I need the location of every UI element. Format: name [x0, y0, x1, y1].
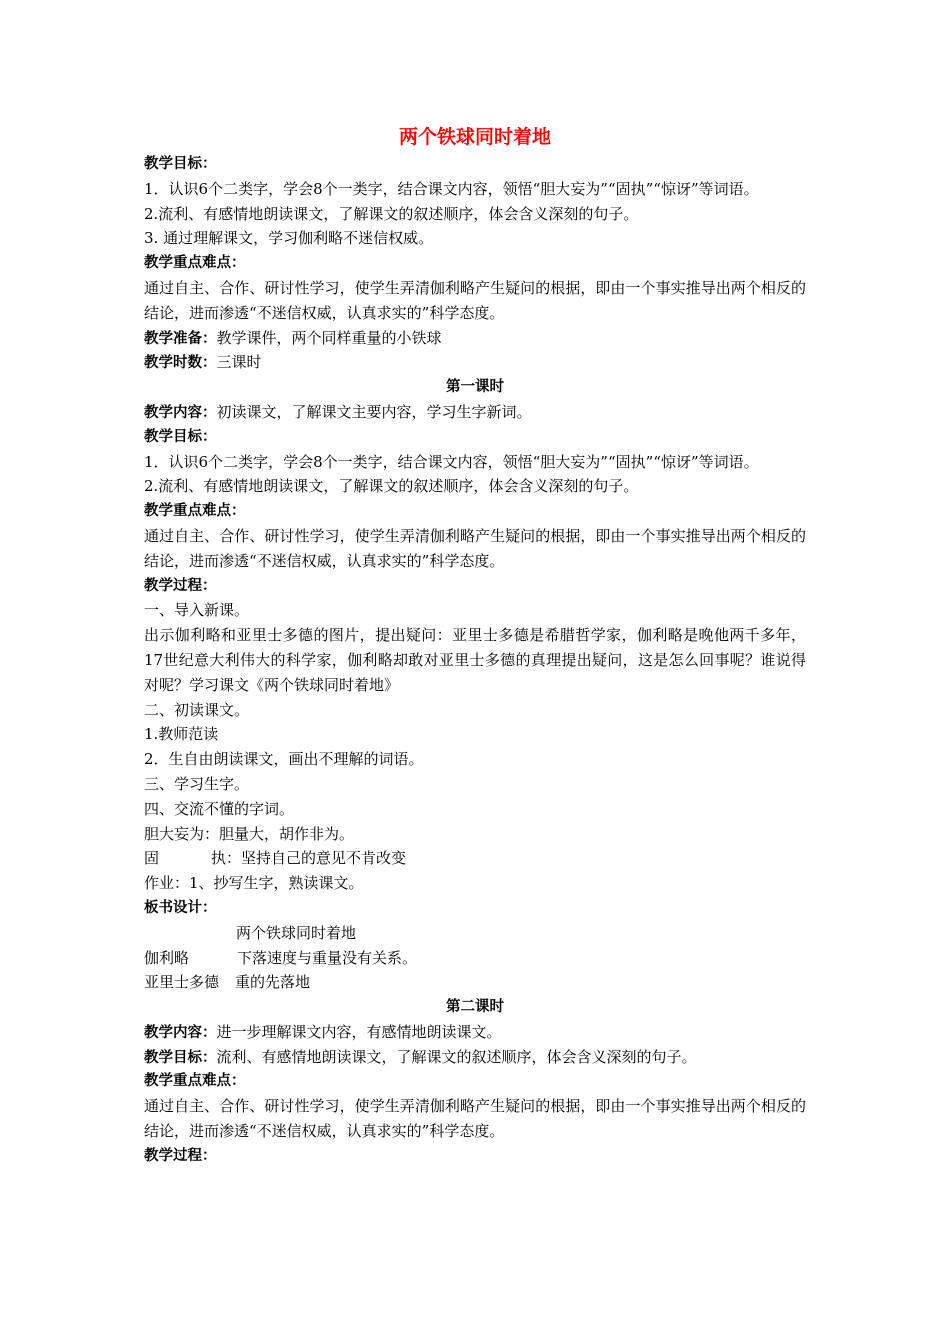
lesson1-heading: 第一课时	[446, 379, 504, 396]
lesson1-step2-a: 1.教师范读	[144, 725, 219, 744]
lesson1-goal-1: 1．认识6个二类字，学会8个一类字，结合课文内容，领悟“胆大妄为”“固执”“惊讶”等词语。	[144, 452, 759, 471]
overview-hours-text: 三课时	[216, 353, 262, 372]
lesson1-content-label: 教学内容：	[144, 404, 217, 421]
overview-goal-3: 3. 通过理解课文，学习伽利略不迷信权威。	[144, 229, 434, 248]
lesson2-content-label: 教学内容：	[144, 1024, 217, 1041]
lesson1-word2-a: 固	[144, 849, 160, 868]
lesson1-step1-text: 出示伽利略和亚里士多德的图片，提出疑问：亚里士多德是希腊哲学家，伽利略是晚他两千多年，17世纪意大利伟大的科学家，伽利略却敢对亚里士多德的真理提出疑问，这是怎么回事呢？谁说得对呢？学习课文《两个铁球同时着地》	[144, 626, 806, 694]
lesson1-process-label: 教学过程：	[144, 577, 217, 594]
board-title: 两个铁球同时着地	[236, 923, 357, 942]
lesson1-key-points: 通过自主、合作、研讨性学习，使学生弄清伽利略产生疑问的根据，即由一个事实推导出两个相反的结论，进而渗透“不迷信权威，认真求实的”科学态度。	[144, 526, 806, 570]
lesson1-step2: 二、初读课文。	[144, 700, 250, 719]
board-row-2	[144, 970, 806, 995]
document-title: 两个铁球同时着地	[398, 126, 551, 148]
lesson2-goals-label: 教学目标：	[144, 1049, 217, 1066]
lesson1-board-label: 板书设计：	[144, 899, 217, 916]
overview-hours-label: 教学时数：	[144, 355, 217, 372]
board-row-2-name: 亚里士多德	[144, 973, 220, 992]
lesson2-heading: 第二课时	[446, 999, 504, 1016]
lesson2-process-label: 教学过程：	[144, 1147, 217, 1164]
lesson1-word2-b: 执：坚持自己的意见不肯改变	[211, 849, 407, 868]
lesson1-key-points-label: 教学重点难点：	[144, 503, 246, 520]
lesson2-content	[144, 1020, 806, 1045]
document-page	[144, 122, 806, 1169]
lesson1-content	[144, 400, 806, 425]
lesson1-content-text: 初读课文，了解课文主要内容，学习生字新词。	[216, 402, 532, 421]
lesson1-homework: 作业：1、抄写生字，熟读课文。	[144, 874, 364, 893]
overview-key-points: 通过自主、合作、研讨性学习，使学生弄清伽利略产生疑问的根据，即由一个事实推导出两个相反的结论，进而渗透“不迷信权威，认真求实的”科学态度。	[144, 278, 806, 322]
overview-prep-text: 教学课件，两个同样重量的小铁球	[216, 328, 442, 347]
lesson1-word1: 胆大妄为：胆量大，胡作非为。	[144, 824, 355, 843]
lesson1-step3: 三、学习生字。	[144, 774, 250, 793]
board-row-2-text: 重的先落地	[235, 973, 311, 992]
overview-prep-label: 教学准备：	[144, 330, 217, 347]
lesson2-goals	[144, 1045, 806, 1070]
overview-hours	[144, 350, 806, 375]
overview-prep	[144, 326, 806, 351]
lesson2-content-text: 进一步理解课文内容，有感情地朗读课文。	[216, 1022, 502, 1041]
lesson1-step4: 四、交流不懂的字词。	[144, 799, 295, 818]
lesson2-goals-text: 流利、有感情地朗读课文，了解课文的叙述顺序，体会含义深刻的句子。	[216, 1047, 697, 1066]
overview-goal-2: 2.流利、有感情地朗读课文，了解课文的叙述顺序，体会含义深刻的句子。	[144, 204, 639, 223]
lesson1-step1: 一、导入新课。	[144, 601, 250, 620]
lesson1-goals-label: 教学目标：	[144, 428, 217, 445]
overview-goals-label: 教学目标：	[144, 156, 217, 172]
board-row-1	[144, 946, 806, 971]
lesson2-key-points: 通过自主、合作、研讨性学习，使学生弄清伽利略产生疑问的根据，即由一个事实推导出两个相反的结论，进而渗透“不迷信权威，认真求实的”科学态度。	[144, 1097, 806, 1141]
lesson1-word2	[144, 846, 806, 871]
board-row-1-name: 伽利略	[144, 948, 190, 967]
board-row-1-text: 下落速度与重量没有关系。	[237, 948, 418, 967]
lesson1-goal-2: 2.流利、有感情地朗读课文，了解课文的叙述顺序，体会含义深刻的句子。	[144, 477, 639, 496]
lesson1-step2-b: 2．生自由朗读课文，画出不理解的词语。	[144, 750, 424, 769]
lesson2-key-points-label: 教学重点难点：	[144, 1073, 246, 1090]
overview-key-points-label: 教学重点难点：	[144, 255, 246, 272]
overview-goal-1: 1．认识6个二类字，学会8个一类字，结合课文内容，领悟“胆大妄为”“固执”“惊讶”等词语。	[144, 179, 759, 198]
